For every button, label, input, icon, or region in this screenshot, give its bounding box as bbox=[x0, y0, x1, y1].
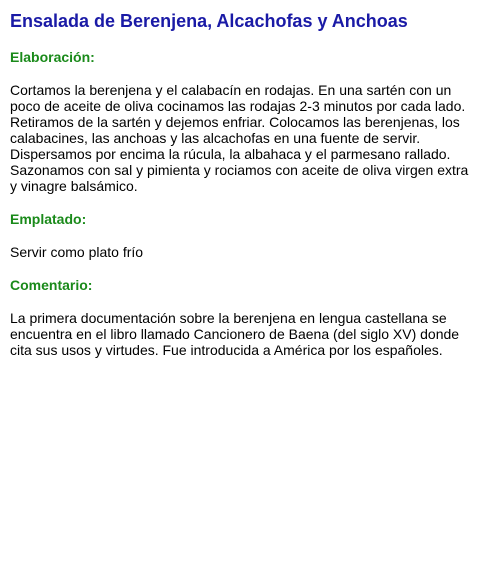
section-body-comentario: La primera documentación sobre la berenjena en lengua castellana se encuentra en el libro llamado Cancionero de Baena (del siglo XV) donde cita sus usos y virtudes. Fue introducida a América por los españoles. bbox=[10, 310, 460, 358]
section-comentario bbox=[10, 276, 479, 358]
section-body-elaboracion: Cortamos la berenjena y el calabacín en rodajas. En una sartén con un poco de aceite de oliva cocinamos las rodajas 2-3 minutos por cada lado. Retiramos de la sartén y dejemos enfriar. Colocamos las berenjenas, los calabacines, las anchoas y las alcachofas en una fuente de servir. Dispersamos por encima la rúcula, la albahaca y el parmesano rallado. Sazonamos con sal y pimienta y rociamos con aceite de oliva virgen extra y vinagre balsámico. bbox=[10, 82, 469, 194]
section-heading-emplatado: Emplatado: bbox=[10, 211, 87, 227]
section-emplatado bbox=[10, 210, 479, 260]
page-title: Ensalada de Berenjena, Alcachofas y Anchoas bbox=[10, 11, 408, 31]
section-elaboracion bbox=[10, 48, 479, 194]
section-heading-elaboracion: Elaboración: bbox=[10, 49, 95, 65]
section-heading-comentario: Comentario: bbox=[10, 277, 93, 293]
section-body-emplatado: Servir como plato frío bbox=[10, 244, 144, 260]
